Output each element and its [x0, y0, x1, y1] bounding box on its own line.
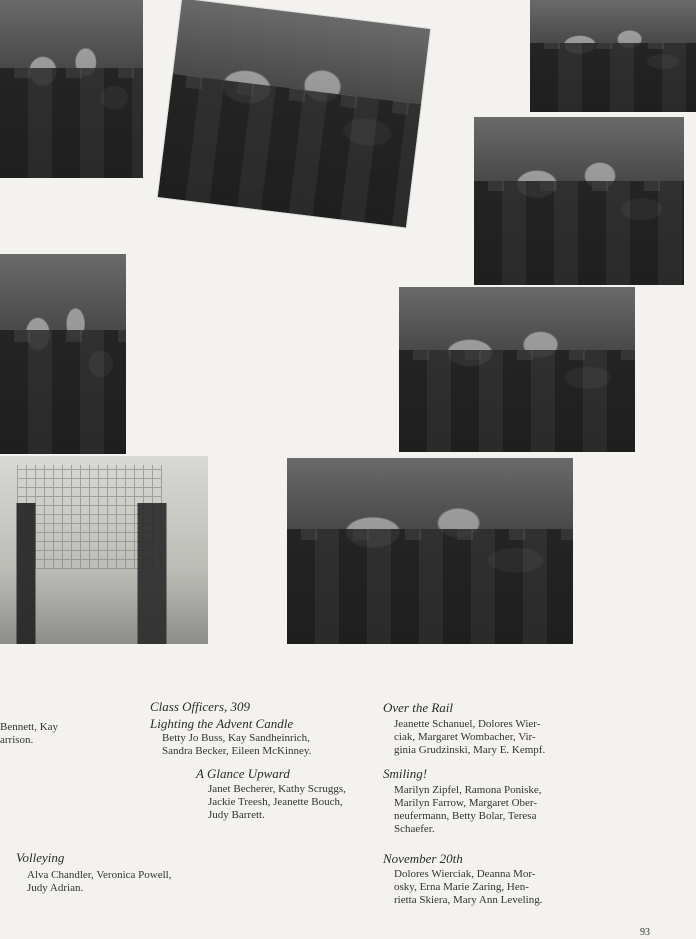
photo-smiling	[399, 287, 635, 452]
caption-title-november-20th: November 20th	[383, 851, 463, 866]
caption-title-volleying: Volleying	[16, 850, 65, 865]
caption-title-over-the-rail: Over the Rail	[383, 700, 454, 715]
photo-advent-candle	[157, 0, 432, 229]
photo-over-the-rail	[474, 117, 684, 285]
caption-title-glance-upward: A Glance Upward	[196, 766, 290, 781]
caption-names-glance-upward: Janet Becherer, Kathy Scruggs, Jackie Treesh, Jeanette Bouch, Judy Barrett.	[208, 783, 346, 821]
page-number: 93	[640, 927, 650, 938]
caption-names-smiling: Marilyn Zipfel, Ramona Poniske, Marilyn Farrow, Margaret Ober- neufermann, Betty Bolar, Teresa Schaefer.	[394, 784, 542, 835]
caption-title-smiling: Smiling!	[383, 766, 428, 781]
photo-volleying	[0, 456, 208, 644]
caption-names-november-20th: Dolores Wierciak, Deanna Mor- osky, Erna Marie Zaring, Hen- rietta Skiera, Mary Ann Leveling.	[394, 868, 543, 906]
photo-class-officers	[0, 0, 143, 178]
photo-glance-upward	[0, 254, 126, 454]
caption-left-fragment: Bennett, Kay arrison.	[0, 721, 59, 746]
caption-title-class-officers: Class Officers, 309	[150, 699, 251, 714]
caption-names-volleying: Alva Chandler, Veronica Powell, Judy Adrian.	[27, 869, 172, 894]
photo-top-right-group	[530, 0, 696, 112]
caption-title-advent-candle: Lighting the Advent Candle	[150, 716, 294, 731]
caption-names-over-the-rail: Jeanette Schanuel, Dolores Wier- ciak, Margaret Wombacher, Vir- ginia Grudzinski, Mary E. Kempf.	[394, 718, 546, 756]
caption-names-advent-candle: Betty Jo Buss, Kay Sandheinrich, Sandra Becker, Eileen McKinney.	[162, 732, 312, 757]
photo-november-20th	[287, 458, 573, 644]
